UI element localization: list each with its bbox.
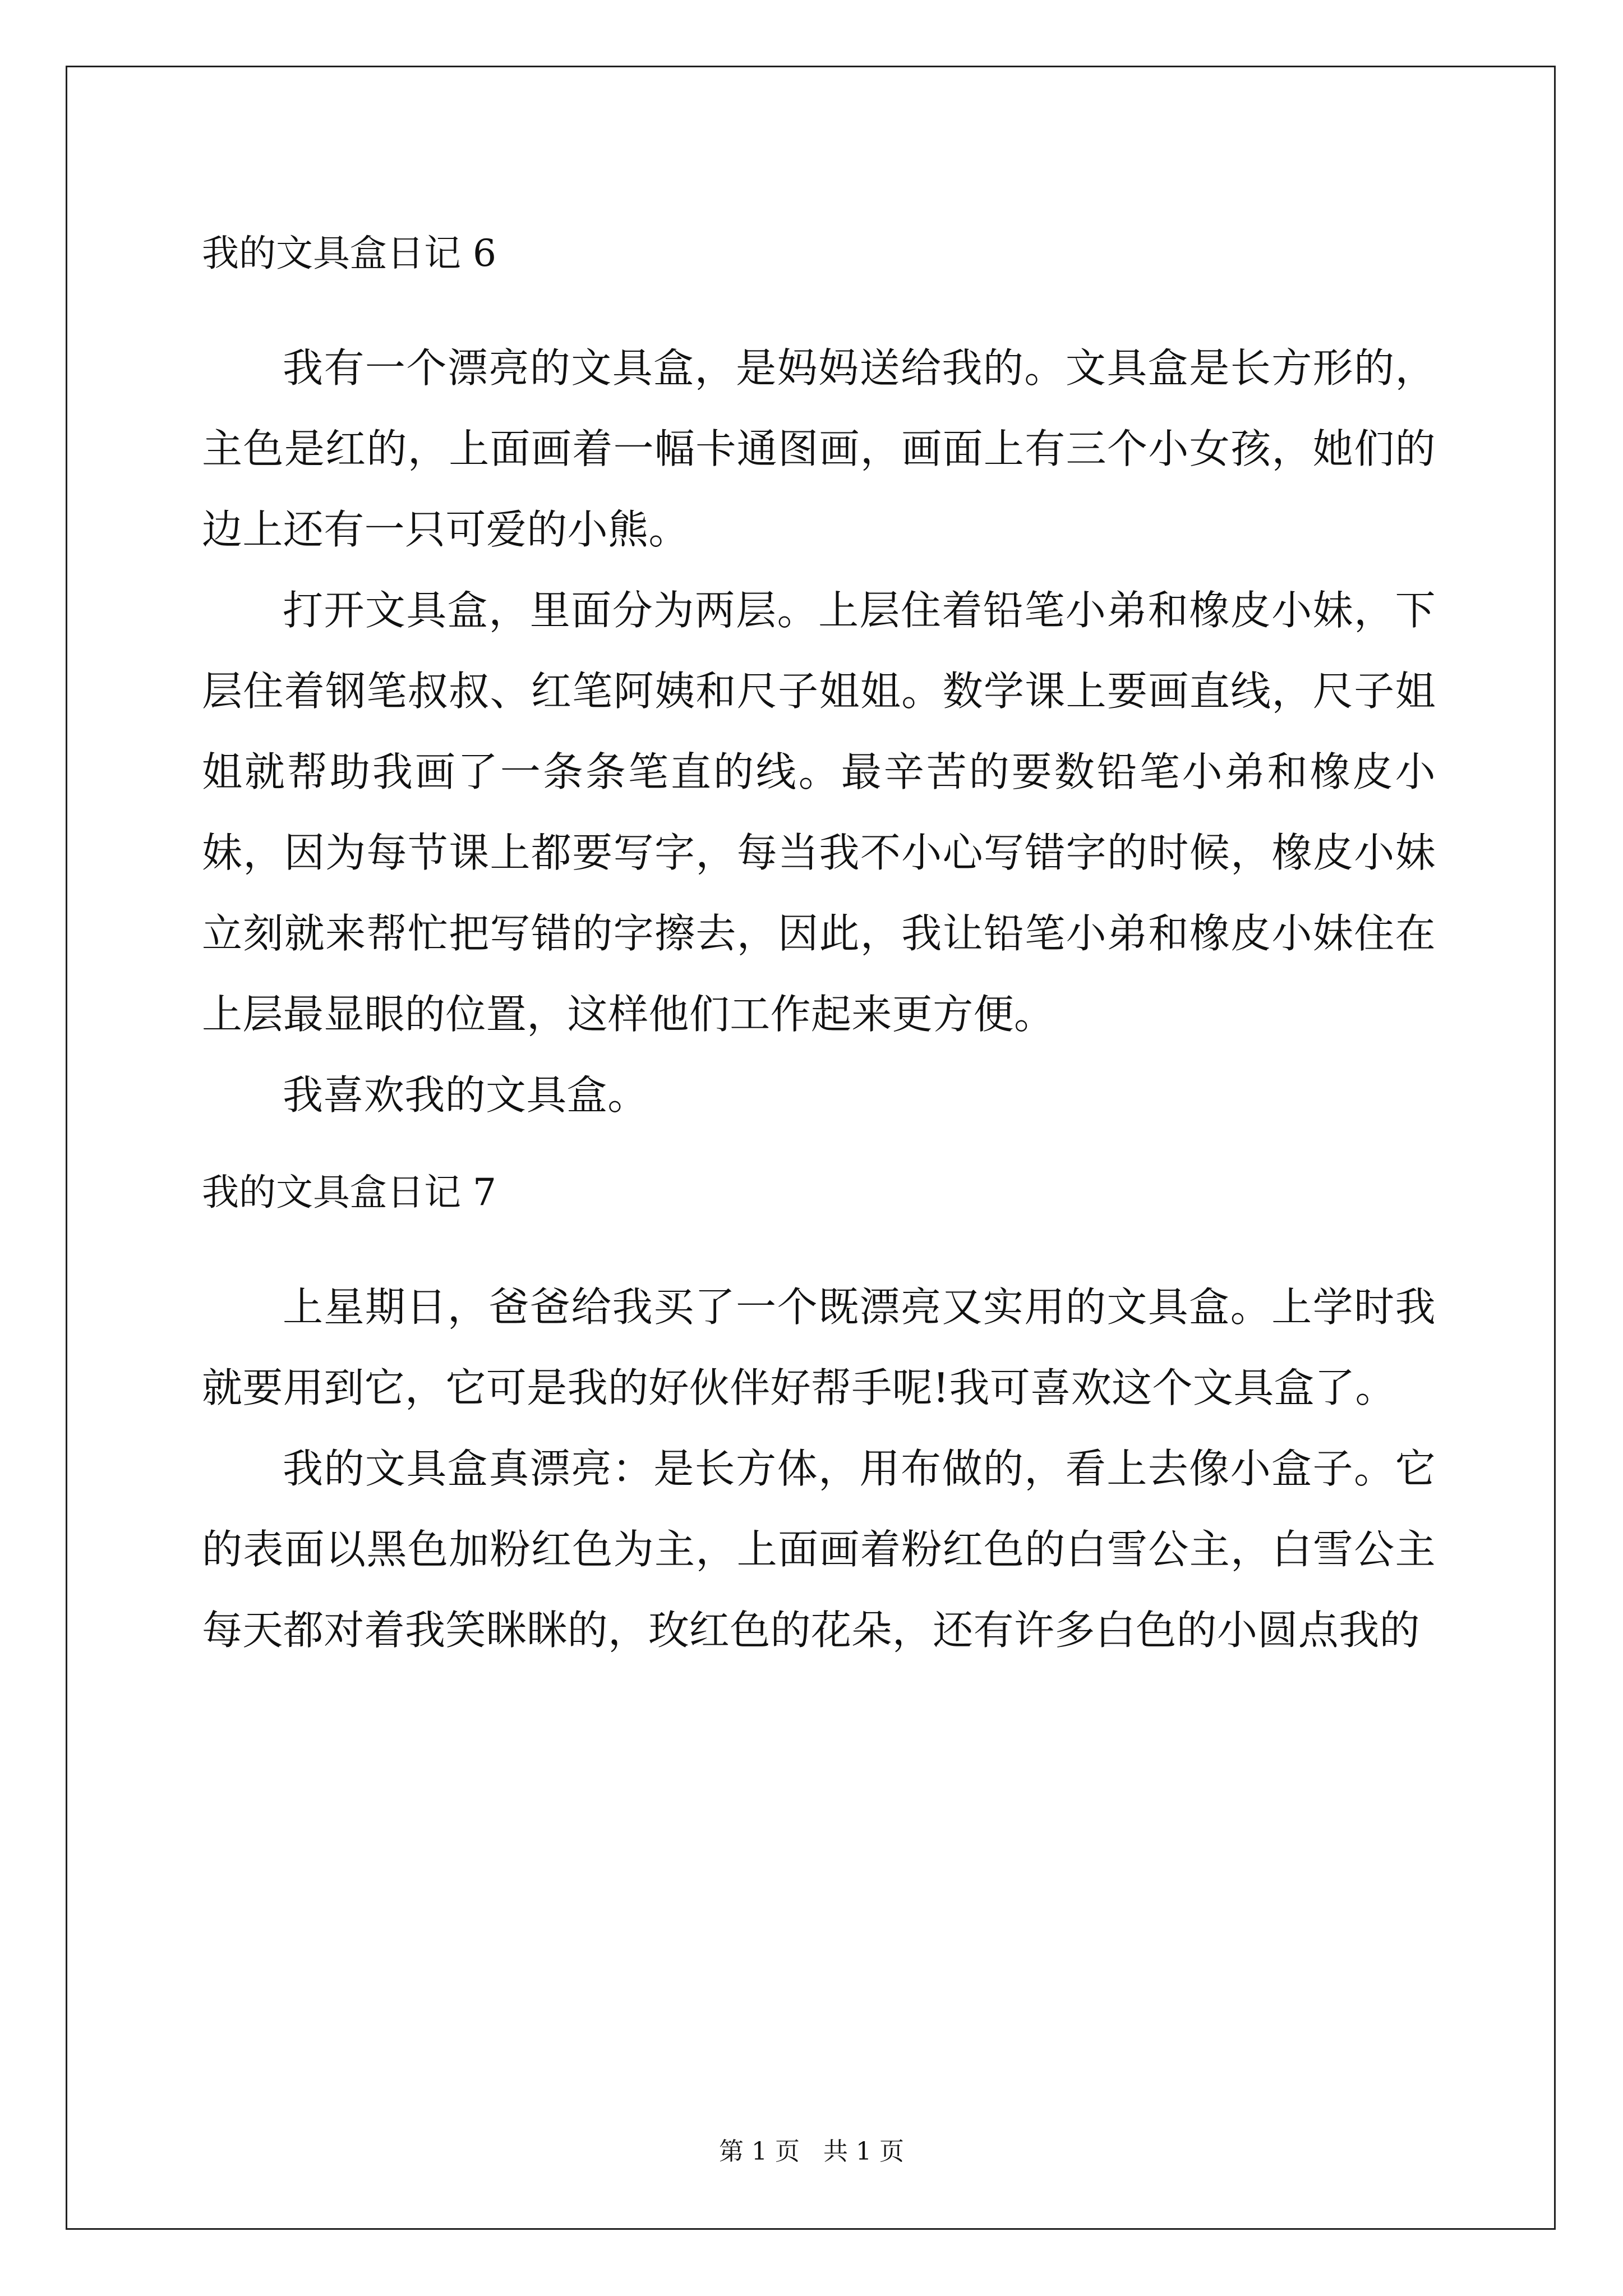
- page-footer: 第 1 页 共 1 页: [719, 2137, 904, 2166]
- paragraph: 上星期日，爸爸给我买了一个既漂亮又实用的文具盒。上学时我就要用到它，它可是我的好伙伴好帮手呢!我可喜欢这个文具盒了。: [202, 1283, 1436, 1411]
- document-body: [202, 213, 1436, 1671]
- paragraph: 我有一个漂亮的文具盒，是妈妈送给我的。文具盒是长方形的，主色是红的，上面画着一幅卡通图画，画面上有三个小女孩，她们的边上还有一只可爱的小熊。: [202, 344, 1436, 553]
- section-title-1: 我的文具盒日记 6: [202, 232, 496, 275]
- paragraph: 打开文具盒，里面分为两层。上层住着铅笔小弟和橡皮小妹，下层住着钢笔叔叔、红笔阿姨和尺子姐姐。数学课上要画直线，尺子姐姐就帮助我画了一条条笔直的线。最辛苦的要数铅笔小弟和橡皮小妹，因为每节课上都要写字，每当我不小心写错字的时候，橡皮小妹立刻就来帮忙把写错的字擦去，因此，我让铅笔小弟和橡皮小妹住在上层最显眼的位置，这样他们工作起来更方便。: [202, 587, 1436, 1038]
- section-title-2: 我的文具盒日记 7: [202, 1171, 496, 1214]
- paragraph: 我喜欢我的文具盒。: [283, 1071, 648, 1119]
- paragraph: 我的文具盒真漂亮：是长方体，用布做的，看上去像小盒子。它的表面以黑色加粉红色为主，上面画着粉红色的白雪公主，白雪公主每天都对着我笑眯眯的，玫红色的花朵，还有许多白色的小圆点我的: [202, 1445, 1436, 1654]
